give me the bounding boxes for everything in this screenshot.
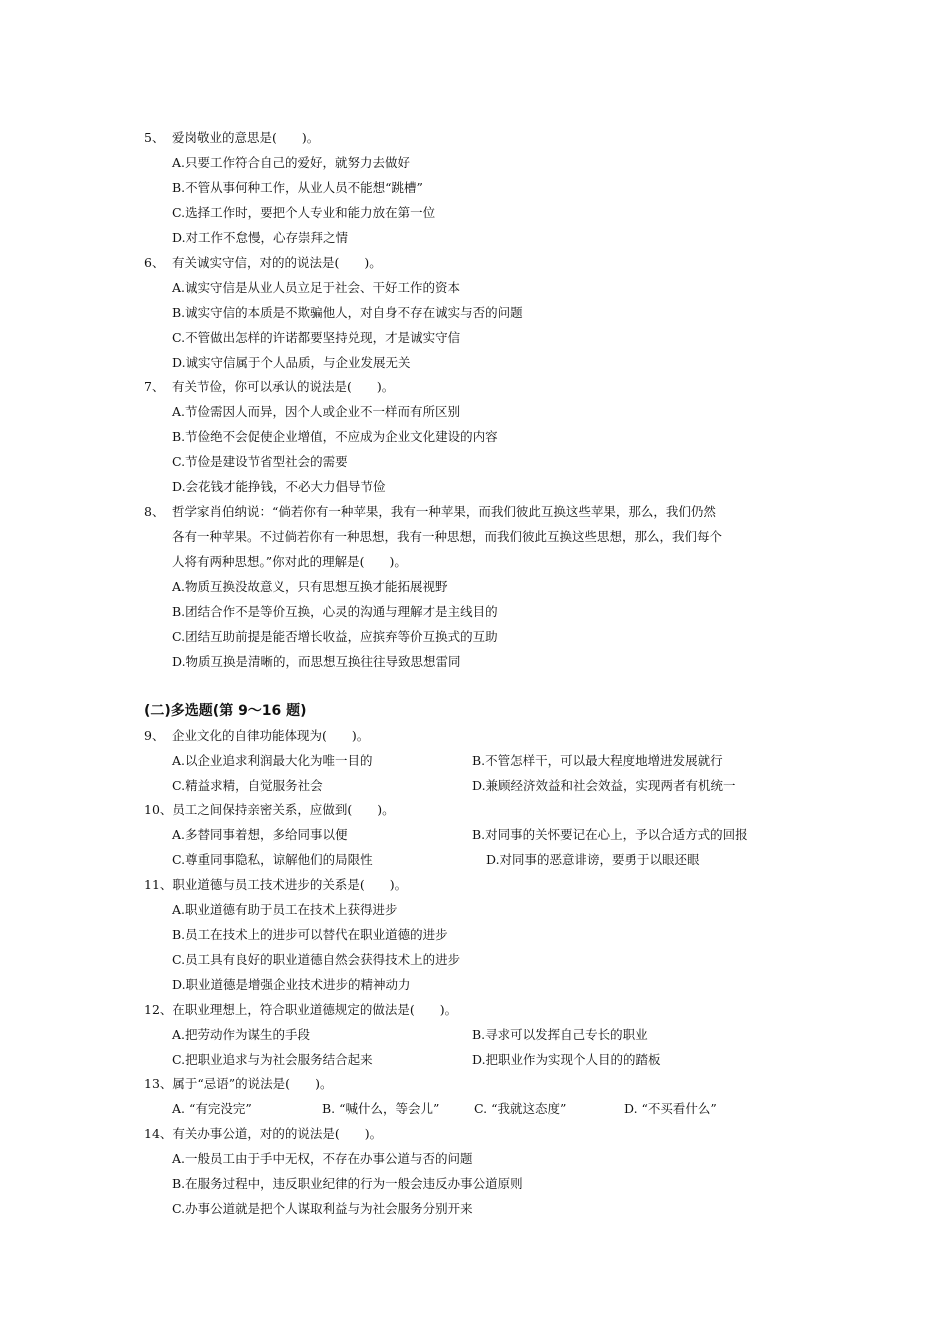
question-stem: 员工之间保持亲密关系，应做到( )。 <box>172 802 395 817</box>
question-number: 7、 <box>144 379 165 394</box>
option-7a: A.节俭需因人而异，因个人或企业不一样而有所区别 <box>172 404 461 419</box>
question-6 <box>144 253 382 273</box>
question-stem: 属于“忌语”的说法是( )。 <box>172 1076 333 1091</box>
option-6a: A.诚实守信是从业人员立足于社会、干好工作的资本 <box>172 280 461 295</box>
option-12a: A.把劳动作为谋生的手段 <box>172 1027 311 1042</box>
option-14b: B.在服务过程中，违反职业纪律的行为一般会违反办事公道原则 <box>172 1176 523 1191</box>
option-7c: C.节俭是建设节省型社会的需要 <box>172 454 348 469</box>
option-10a: A.多替同事着想，多给同事以便 <box>172 827 348 842</box>
question-number: 9、 <box>144 728 165 743</box>
option-9c: C.精益求精，自觉服务社会 <box>172 778 323 793</box>
option-14a: A.一般员工由于手中无权，不存在办事公道与否的问题 <box>172 1151 473 1166</box>
option-13c: C. “我就这态度” <box>474 1101 567 1116</box>
section-heading: (二)多选题(第 9～16 题) <box>144 703 307 719</box>
option-5c: C.选择工作时，要把个人专业和能力放在第一位 <box>172 205 436 220</box>
option-13b: B. “喊什么，等会儿” <box>322 1101 440 1116</box>
option-9b: B.不管怎样干，可以最大程度地增进发展就行 <box>472 753 723 768</box>
question-number: 11、 <box>144 877 173 892</box>
question-stem-line-1: 哲学家肖伯纳说：“倘若你有一种苹果，我有一种苹果，而我们彼此互换这些苹果，那么，我们仍然 <box>172 504 716 519</box>
question-stem: 职业道德与员工技术进步的关系是( )。 <box>172 877 408 892</box>
question-stem: 有关诚实守信，对的的说法是( )。 <box>172 255 382 270</box>
question-number: 6、 <box>144 255 165 270</box>
question-12 <box>144 1000 457 1020</box>
question-stem-line-3: 人将有两种思想。”你对此的理解是( )。 <box>172 554 407 569</box>
option-5d: D.对工作不怠慢，心存崇拜之情 <box>172 230 349 245</box>
option-9d: D.兼顾经济效益和社会效益，实现两者有机统一 <box>472 778 736 793</box>
option-13d: D. “不买看什么” <box>624 1101 717 1116</box>
option-10c: C.尊重同事隐私，谅解他们的局限性 <box>172 852 373 867</box>
option-8d: D.物质互换是清晰的，而思想互换往往导致思想雷同 <box>172 654 461 669</box>
option-12c: C.把职业追求与为社会服务结合起来 <box>172 1052 373 1067</box>
question-number: 8、 <box>144 504 165 519</box>
option-5b: B.不管从事何种工作，从业人员不能想“跳槽” <box>172 180 423 195</box>
option-6c: C.不管做出怎样的许诺都要坚持兑现，才是诚实守信 <box>172 330 461 345</box>
option-8b: B.团结合作不是等价互换，心灵的沟通与理解才是主线目的 <box>172 604 498 619</box>
option-11b: B.员工在技术上的进步可以替代在职业道德的进步 <box>172 927 448 942</box>
option-10d: D.对同事的恶意诽谤，要勇于以眼还眼 <box>486 852 700 867</box>
option-7d: D.会花钱才能挣钱，不必大力倡导节俭 <box>172 479 386 494</box>
question-stem: 企业文化的自律功能体现为( )。 <box>172 728 370 743</box>
option-10b: B.对同事的关怀要记在心上，予以合适方式的回报 <box>472 827 748 842</box>
option-12b: B.寻求可以发挥自己专长的职业 <box>472 1027 648 1042</box>
question-13 <box>144 1074 332 1094</box>
question-stem: 在职业理想上，符合职业道德规定的做法是( )。 <box>172 1002 458 1017</box>
question-number: 5、 <box>144 130 165 145</box>
option-11d: D.职业道德是增强企业技术进步的精神动力 <box>172 977 411 992</box>
option-12d: D.把职业作为实现个人目的的踏板 <box>472 1052 661 1067</box>
question-11 <box>144 875 407 895</box>
option-9a: A.以企业追求利润最大化为唯一目的 <box>172 753 373 768</box>
question-number: 14、 <box>144 1126 173 1141</box>
option-13a: A. “有完没完” <box>172 1101 252 1116</box>
question-5 <box>144 128 319 148</box>
option-11c: C.员工具有良好的职业道德自然会获得技术上的进步 <box>172 952 461 967</box>
question-9 <box>144 726 369 746</box>
question-8 <box>144 502 716 522</box>
option-8a: A.物质互换没故意义，只有思想互换才能拓展视野 <box>172 579 448 594</box>
option-8c: C.团结互助前提是能否增长收益，应摈弃等价互换式的互助 <box>172 629 498 644</box>
question-stem: 爱岗敬业的意思是( )。 <box>172 130 320 145</box>
question-10 <box>144 800 395 820</box>
question-number: 10、 <box>144 802 173 817</box>
question-stem: 有关节俭，你可以承认的说法是( )。 <box>172 379 395 394</box>
option-14c: C.办事公道就是把个人谋取利益与为社会服务分别开来 <box>172 1201 473 1216</box>
option-6b: B.诚实守信的本质是不欺骗他人，对自身不存在诚实与否的问题 <box>172 305 523 320</box>
question-number: 13、 <box>144 1076 173 1091</box>
question-stem: 有关办事公道，对的的说法是( )。 <box>172 1126 383 1141</box>
question-7 <box>144 377 394 397</box>
option-7b: B.节俭绝不会促使企业增值，不应成为企业文化建设的内容 <box>172 429 498 444</box>
option-6d: D.诚实守信属于个人品质，与企业发展无关 <box>172 355 411 370</box>
question-number: 12、 <box>144 1002 173 1017</box>
question-stem-line-2: 各有一种苹果。不过倘若你有一种思想，我有一种思想，而我们彼此互换这些思想，那么，我们每个 <box>172 529 723 544</box>
option-11a: A.职业道德有助于员工在技术上获得进步 <box>172 902 398 917</box>
question-14 <box>144 1124 382 1144</box>
option-5a: A.只要工作符合自己的爱好，就努力去做好 <box>172 155 411 170</box>
